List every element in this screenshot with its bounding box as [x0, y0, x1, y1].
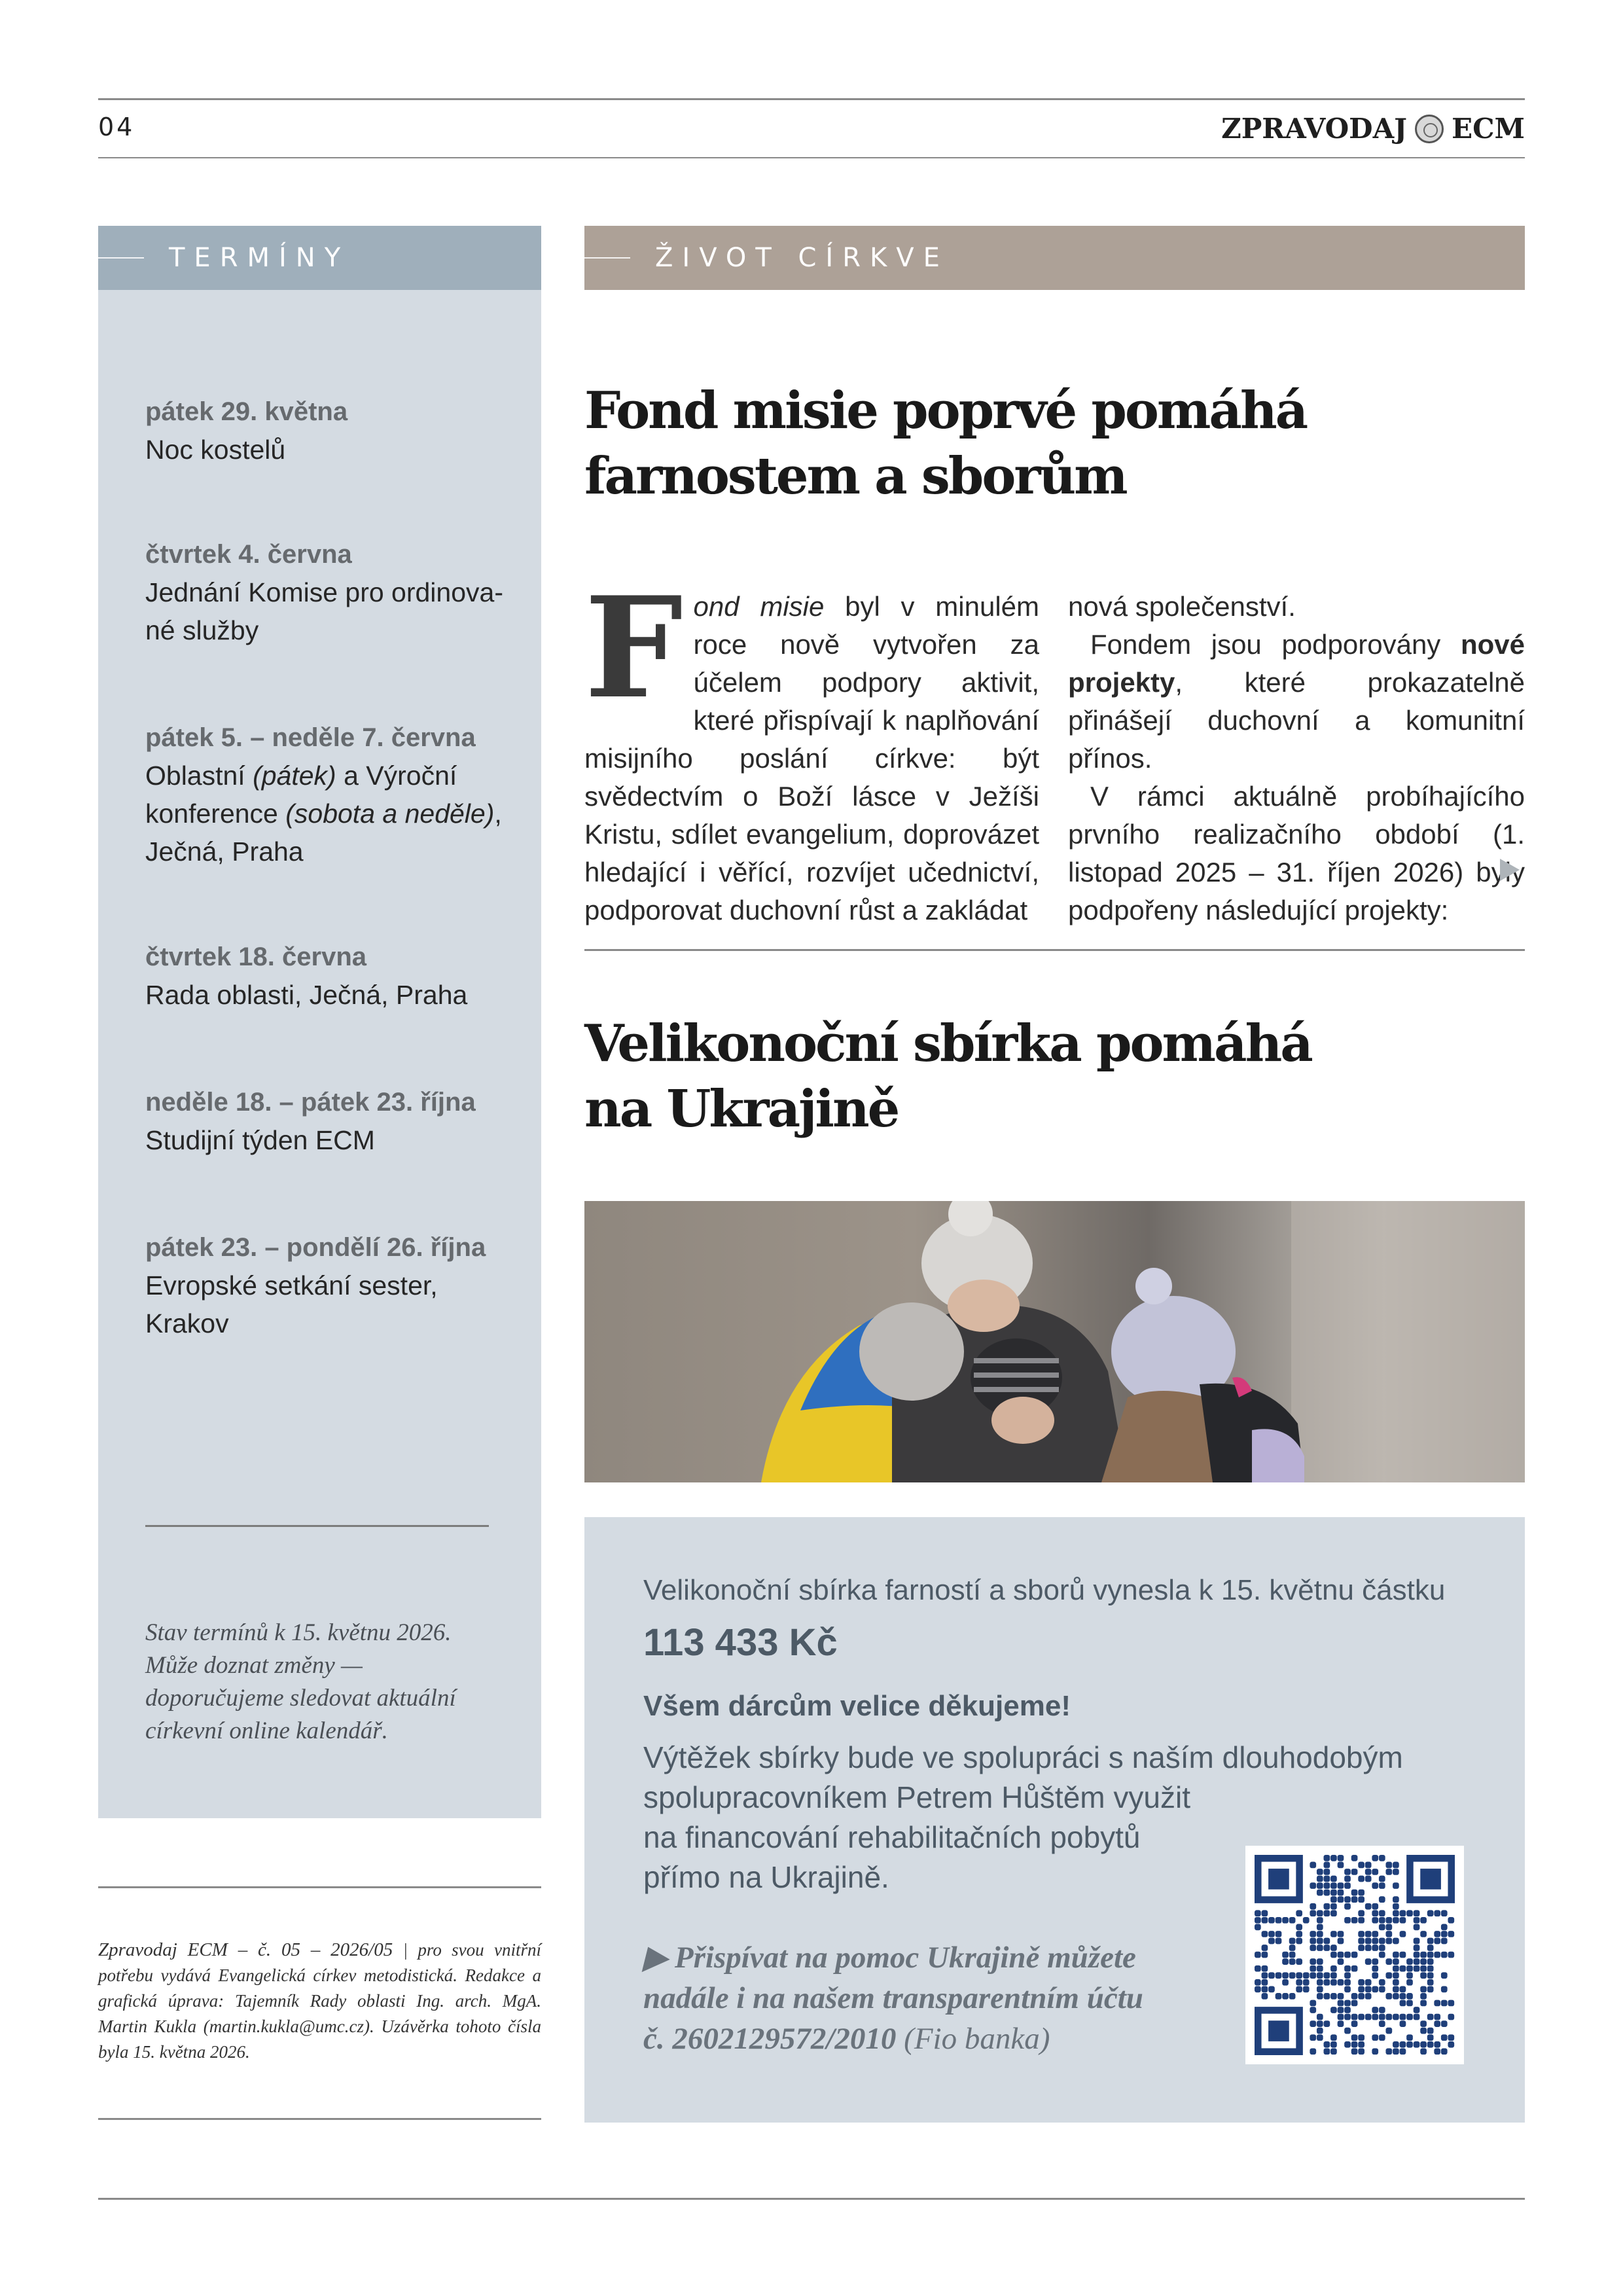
article-title-fund: Fond misie poprvé pomáhá farnostem a sborům	[584, 381, 1307, 506]
section-title-church-life: ŽIVOT CÍRKVE	[655, 243, 949, 273]
qr-code-icon[interactable]	[1245, 1846, 1464, 2064]
article-column-2	[1068, 588, 1525, 929]
photo-ukraine-family	[584, 1201, 1525, 1482]
bar-dash	[584, 257, 630, 259]
brand-logo	[1221, 113, 1525, 145]
imprint-title: Zpravodaj ECM – č. 05 – 2026/05	[98, 1939, 393, 1960]
article-column-1	[584, 566, 1039, 929]
event-date: čtvrtek 4. června	[145, 540, 352, 569]
imprint-text: | pro svou vnitřní potřebu vydává Evangelická církev metodistická. Redakce a grafická úprava: Tajemník Rady oblasti Ing. arch. MgA. Martin Kukla (martin.kukla@umc.cz). Uzávěrka tohoto čísla byla 15. května 2026.	[98, 1940, 541, 2062]
header-bottom-rule	[98, 157, 1525, 158]
event-item	[145, 535, 512, 649]
donation-lead: Velikonoční sbírka farností a sborů vynesla k 15. květnu částku	[643, 1574, 1446, 1606]
article-title-easter: Velikonoční sbírka pomáhá na Ukrajině	[584, 1014, 1311, 1139]
event-desc: Rada oblasti, Ječná, Praha	[145, 980, 468, 1010]
event-item	[145, 1229, 512, 1342]
bar-dash	[98, 257, 144, 259]
column-text: byl v minulém roce nově vytvořen za účelem podpory aktivit, které přispívají k naplňování misijního poslání církve: být svědectvím o Boží lásce v Ježíši Kristu, sdílet evangelium, doprovázet hledající i věřící, rozvíjet učednictví, podporovat duchovní růst a zakládat	[584, 591, 1039, 925]
page-number: 04	[98, 113, 135, 141]
article-divider	[584, 949, 1525, 951]
brand-name: ZPRAVODAJ	[1221, 113, 1408, 145]
event-desc: Jednání Komise pro ordinova- né služby	[145, 577, 503, 645]
seal-icon	[1415, 115, 1444, 143]
event-date: neděle 18. – pátek 23. října	[145, 1088, 476, 1117]
imprint-bottom-rule	[98, 2118, 541, 2120]
header-top-rule	[98, 98, 1525, 100]
terms-divider	[145, 1525, 489, 1527]
event-desc: Evropské setkání sester, Krakov	[145, 1270, 438, 1338]
event-date: pátek 23. – pondělí 26. října	[145, 1233, 486, 1262]
donation-body: Výtěžek sbírky bude ve spolupráci s naším dlouhodobým spolupracovníkem Petrem Hůštěm využit na financování rehabilitačních pobytů přímo na Ukrajině.	[643, 1740, 1403, 1894]
drop-cap: F	[584, 566, 683, 729]
event-item	[145, 719, 512, 870]
event-date: pátek 29. května	[145, 397, 348, 426]
paragraph: nová společenství.	[1068, 591, 1296, 622]
event-desc: Noc kostelů	[145, 435, 286, 465]
event-desc: Oblastní (pátek) a Výroční konference (sobota a neděle), Ječná, Praha	[145, 761, 502, 867]
lead-italic: ond misie	[693, 591, 825, 622]
donation-call-to-action: ▶ Přispívat na pomoc Ukrajině můžete nadále i na našem transparentním účtu č. 2602129572/2010 (Fio banka)	[643, 1941, 1143, 2056]
section-title-terms: TERMÍNY	[169, 243, 350, 273]
footer-rule	[98, 2198, 1525, 2200]
continue-arrow-icon	[1500, 859, 1520, 881]
event-item	[145, 938, 512, 1014]
terms-note: Stav termínů k 15. květnu 2026. Může doznat změny — doporučujeme sledovat aktuální církevní online kalendář.	[145, 1619, 456, 1744]
donation-thanks: Všem dárcům velice děkujeme!	[643, 1690, 1071, 1722]
section-bar-terms	[98, 226, 541, 290]
donation-amount: 113 433 Kč	[643, 1621, 838, 1664]
imprint	[98, 1937, 541, 2065]
paragraph: V rámci aktuálně probíhajícího prvního realizačního období (1. listopad 2025 – 31. říjen 2026) byly podpořeny následující projekty:	[1068, 781, 1525, 925]
event-date: pátek 5. – neděle 7. června	[145, 723, 476, 752]
imprint-top-rule	[98, 1886, 541, 1888]
event-item	[145, 393, 512, 469]
event-date: čtvrtek 18. června	[145, 942, 367, 971]
terms-panel	[98, 290, 541, 1818]
event-desc: Studijní týden ECM	[145, 1125, 375, 1155]
event-item	[145, 1083, 512, 1159]
paragraph: Fondem jsou podporovány nové projekty, které prokazatelně přinášejí duchovní a komunitní přínos.	[1068, 629, 1525, 774]
section-bar-church-life	[584, 226, 1525, 290]
brand-abbrev: ECM	[1452, 113, 1525, 145]
